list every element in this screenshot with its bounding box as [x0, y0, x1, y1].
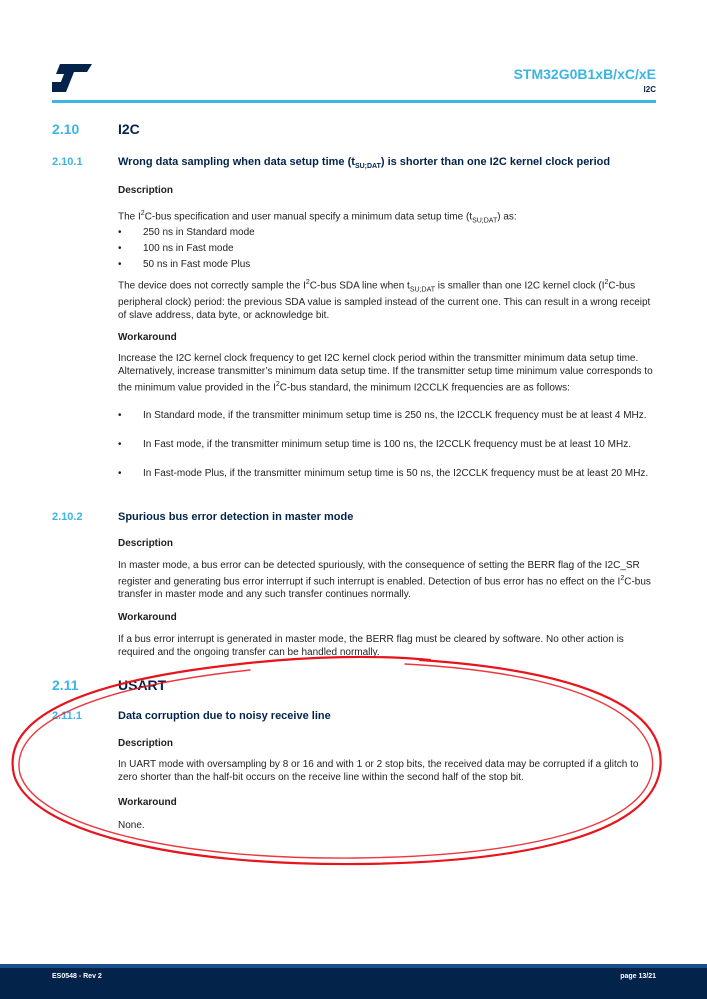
document-section: I2C — [643, 85, 656, 94]
paragraph: In master mode, a bus error can be detected spuriously, with the consequence of setting the BERR flag of the I2C_SR register and generating bus error interrupt if such interrupt is enabled. Detection of bus error has no effect on the $I^2C$-bus transfer in master mode and any such transfer continues normally. — [118, 560, 651, 601]
document-title: STM32G0B1xB/xC/xE — [513, 66, 656, 82]
paragraph: If a bus error interrupt is generated in master mode, the BERR flag must be cleared by software. No other action is required and the ongoing transfer can be handled normally. — [118, 634, 624, 658]
section-number: 2.10 — [52, 121, 80, 137]
footer-rule — [0, 964, 707, 968]
workaround-label: Workaround — [118, 797, 177, 808]
paragraph: The $I^2C$-bus specification and user manual specify a minimum data setup time $(t_{SU;DAT})$ as: — [118, 210, 517, 225]
description-label: Description — [118, 538, 174, 549]
workaround-label: Workaround — [118, 332, 177, 343]
section-title: USART — [118, 677, 167, 693]
paragraph: Increase the I2C kernel clock frequency to get I2C kernel clock period within the transmitter minimum data setup time. Alternatively, increase transmitter’s minimum data setup time. If the transmitter setup time minimum value corresponds to the minimum value provided in the $I^2C$-bus standard, the minimum I2CCLK frequencies are as follows: — [118, 353, 653, 394]
section-number: 2.11 — [52, 677, 79, 693]
subsection-title: Wrong data sampling when data setup time $(t_{SU;DAT})$ is shorter than one I2C kernel clock period — [118, 156, 611, 171]
paragraph: None. — [118, 820, 145, 831]
description-label: Description — [118, 738, 174, 749]
subsection-number: 2.11.1 — [52, 710, 82, 722]
workaround-label: Workaround — [118, 612, 177, 623]
subsection-number: 2.10.2 — [52, 511, 83, 523]
section-title: I2C — [118, 121, 140, 137]
subsection-number: 2.10.1 — [52, 156, 83, 168]
paragraph: The device does not correctly sample the $I^2C$-bus SDA line when $t_{SU;DAT}$ is smaller than one I2C kernel clock ($I^2C$-bus peripheral clock) period: the previous SDA value is sampled instead of the current one. This can result in a wrong receipt of slave address, data byte, or acknowledge bit. — [118, 279, 651, 322]
subsection-title: Spurious bus error detection in master mode — [118, 511, 354, 523]
footer-bar — [0, 964, 707, 999]
header-rule — [52, 100, 656, 103]
subsection-title: Data corruption due to noisy receive line — [118, 710, 331, 722]
document-revision: ES0548 - Rev 2 — [52, 973, 102, 980]
paragraph: In UART mode with oversampling by 8 or 16 and with 1 or 2 stop bits, the received data may be corrupted if a glitch to zero shorter than the half-bit occurs on the receive line within the second half of the stop bit. — [118, 759, 639, 783]
st-logo-icon — [52, 64, 92, 92]
description-label: Description — [118, 185, 174, 196]
page-number: page 13/21 — [620, 973, 656, 980]
